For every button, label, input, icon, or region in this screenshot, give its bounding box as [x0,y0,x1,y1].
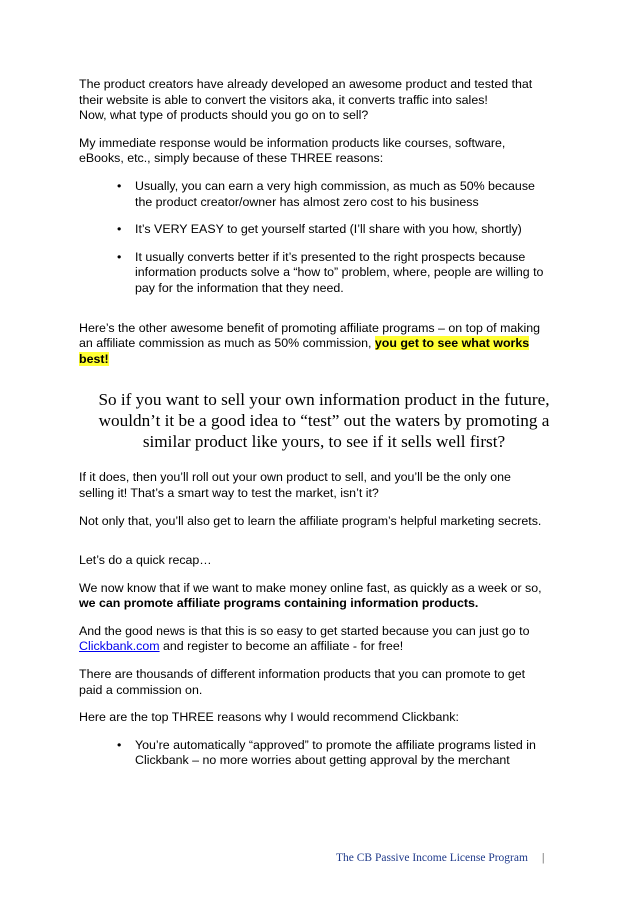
benefit-paragraph [79,321,569,368]
text-line: If it does, then you’ll roll out your own product to sell, and you’ll be the only one [79,470,511,485]
text-line: eBooks, etc., simply because of these THREE reasons: [79,151,384,166]
highlighted-text: best! [79,351,109,366]
thousands-paragraph [79,667,569,698]
secrets-paragraph [79,514,569,530]
text-line [79,336,569,352]
text-line: Clickbank – no more worries about getting approval by the merchant [135,753,510,768]
clickbank-link[interactable]: Clickbank.com [79,639,160,654]
footer-title: The CB Passive Income License Program [336,852,528,864]
highlighted-text: you get to see what works [374,336,530,351]
text-line [79,352,569,368]
rollout-paragraph [79,470,569,501]
goodnews-paragraph [79,624,569,655]
text-line: The product creators have already developed an awesome product and tested that [79,77,533,91]
text-line: selling it! That’s a smart way to test the market, isn’t it? [79,485,379,500]
list-item [79,179,569,210]
benefit-text: an affiliate commission as much as 50% commission, [79,336,375,351]
text-line: It’s VERY EASY to get yourself started (I’ll share with you how, shortly) [135,222,522,237]
reasons-list [79,179,569,297]
bullet-icon: • [117,222,122,237]
text-line: Here are the top THREE reasons why I would recommend Clickbank: [79,710,459,725]
goodnews-text: and register to become an affiliate - for free! [159,639,404,654]
text-line: It usually converts better if it’s presented to the right prospects because [135,249,526,264]
list-item [79,738,569,769]
text-line: My immediate response would be information products like courses, software, [79,135,506,150]
text-line: the product creator/owner has almost zero cost to his business [135,194,479,209]
text-line: And the good news is that this is so easy to get started because you can just go to [79,623,530,638]
recap-paragraph [79,553,569,569]
page-footer [336,852,544,864]
text-line: Here’s the other awesome benefit of promoting affiliate programs – on top of making [79,320,541,335]
bullet-icon: • [117,178,122,193]
text-line: paid a commission on. [79,682,203,697]
text-line [79,639,569,655]
bold-text: we can promote affiliate programs containing information products. [79,596,479,611]
text-line: Not only that, you’ll also get to learn the affiliate program’s helpful marketing secrets. [79,513,542,528]
text-line: You’re automatically “approved” to promote the affiliate programs listed in [135,737,536,752]
top-three-paragraph [79,710,569,726]
pull-quote [79,389,569,452]
clickbank-reasons-list [79,738,569,769]
know-paragraph [79,581,569,612]
quote-line: wouldn’t it be a good idea to “test” out the waters by promoting a [98,411,550,431]
bullet-icon: • [117,737,122,752]
footer-separator: | [541,852,545,864]
list-item [79,222,569,238]
text-line: information products solve a “how to” problem, where, people are willing to [135,265,544,280]
text-line: Now, what type of products should you go on to sell? [79,108,369,123]
text-line: Usually, you can earn a very high commission, as much as 50% because [135,178,535,193]
list-item [79,250,569,297]
text-line: their website is able to convert the visitors aka, it converts traffic into sales! [79,92,488,107]
response-paragraph [79,136,569,167]
quote-line: similar product like yours, to see if it sells well first? [142,432,506,452]
quote-line: So if you want to sell your own information product in the future, [98,390,550,410]
text-line: pay for the information that they need. [135,280,344,295]
bullet-icon: • [117,249,122,264]
text-line: There are thousands of different information products that you can promote to get [79,667,526,682]
intro-paragraph [79,77,569,124]
text-line: We now know that if we want to make money online fast, as quickly as a week or so, [79,580,542,595]
text-line: Let’s do a quick recap… [79,553,212,568]
page-content [79,77,569,781]
